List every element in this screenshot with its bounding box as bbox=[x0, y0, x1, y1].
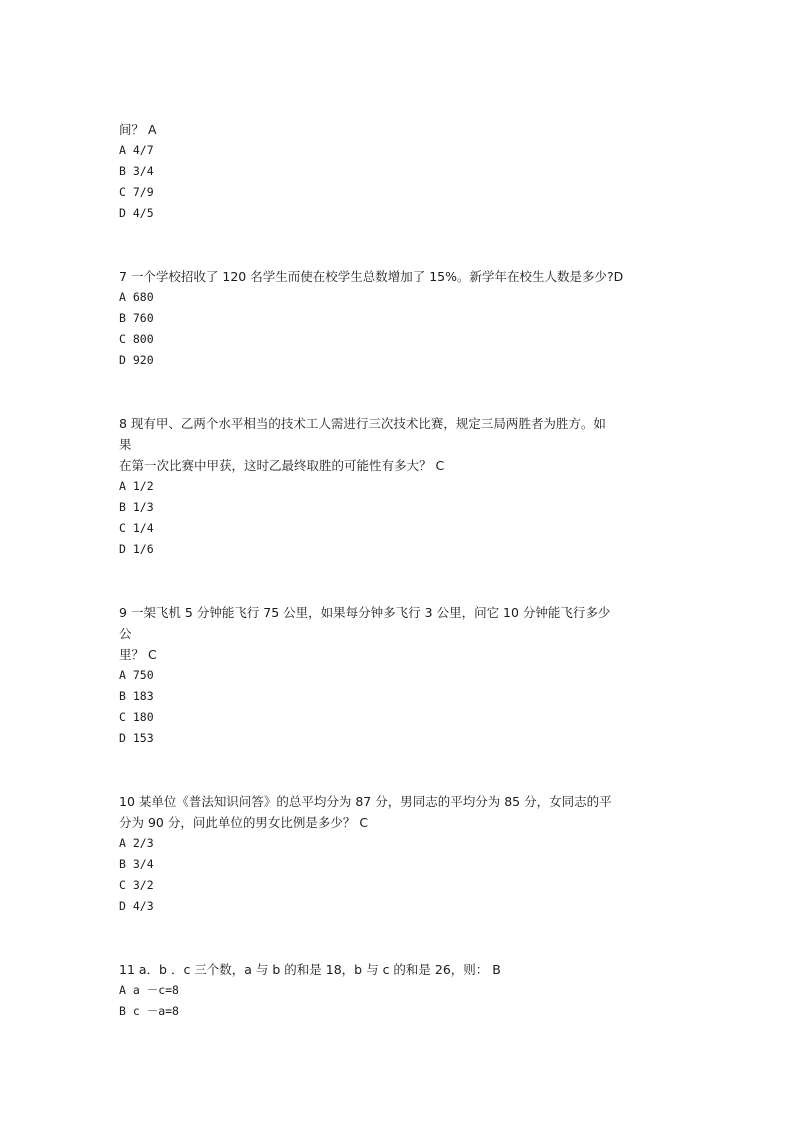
option-d: D 153 bbox=[119, 731, 154, 745]
option-b: B 760 bbox=[119, 311, 154, 325]
option-d: D 1/6 bbox=[119, 542, 154, 556]
question-text-line: 10 某单位《普法知识问答》的总平均分为 87 分，男同志的平均分为 85 分，女同志的平 bbox=[119, 794, 612, 809]
spacer bbox=[119, 749, 689, 791]
option-c: C 1/4 bbox=[119, 521, 154, 535]
option-a: A 1/2 bbox=[119, 479, 154, 493]
option-a: A 750 bbox=[119, 668, 154, 682]
option-d: D 4/3 bbox=[119, 899, 154, 913]
option-b: B 183 bbox=[119, 689, 154, 703]
question-block bbox=[119, 602, 689, 749]
question-text-line: 里？ C bbox=[119, 647, 157, 662]
option-a: A a －c=8 bbox=[119, 983, 179, 997]
option-c: C 180 bbox=[119, 710, 154, 724]
question-block bbox=[119, 791, 689, 917]
question-block bbox=[119, 959, 689, 1022]
option-a: A 680 bbox=[119, 290, 154, 304]
option-a: A 4/7 bbox=[119, 143, 154, 157]
option-b: B c －a=8 bbox=[119, 1004, 179, 1018]
option-d: D 4/5 bbox=[119, 206, 154, 220]
question-text-line: 分为 90 分，问此单位的男女比例是多少？ C bbox=[119, 815, 369, 830]
question-text-line: 11 a．b ．c 三个数，a 与 b 的和是 18，b 与 c 的和是 26，则： B bbox=[119, 962, 501, 977]
option-c: C 3/2 bbox=[119, 878, 154, 892]
spacer bbox=[119, 917, 689, 959]
spacer bbox=[119, 560, 689, 602]
option-b: B 3/4 bbox=[119, 857, 154, 871]
question-text-line: 间？ A bbox=[119, 122, 157, 137]
spacer bbox=[119, 371, 689, 413]
option-c: C 7/9 bbox=[119, 185, 154, 199]
document-page bbox=[119, 119, 689, 1022]
question-text-line: 9 一架飞机 5 分钟能飞行 75 公里，如果每分钟多飞行 3 公里，问它 10 分钟能飞行多少 bbox=[119, 605, 611, 620]
question-text-line: 7 一个学校招收了 120 名学生而使在校学生总数增加了 15%。新学年在校生人数是多少?D bbox=[119, 269, 624, 284]
option-b: B 1/3 bbox=[119, 500, 154, 514]
question-text-line: 果 bbox=[119, 437, 132, 452]
option-a: A 2/3 bbox=[119, 836, 154, 850]
question-block bbox=[119, 413, 689, 560]
question-text-line: 8 现有甲、乙两个水平相当的技术工人需进行三次技术比赛，规定三局两胜者为胜方。如 bbox=[119, 416, 606, 431]
option-c: C 800 bbox=[119, 332, 154, 346]
question-block bbox=[119, 119, 689, 224]
question-text-line: 公 bbox=[119, 626, 132, 641]
option-b: B 3/4 bbox=[119, 164, 154, 178]
question-text-line: 在第一次比赛中甲获，这时乙最终取胜的可能性有多大？ C bbox=[119, 458, 445, 473]
question-block bbox=[119, 266, 689, 371]
option-d: D 920 bbox=[119, 353, 154, 367]
spacer bbox=[119, 224, 689, 266]
